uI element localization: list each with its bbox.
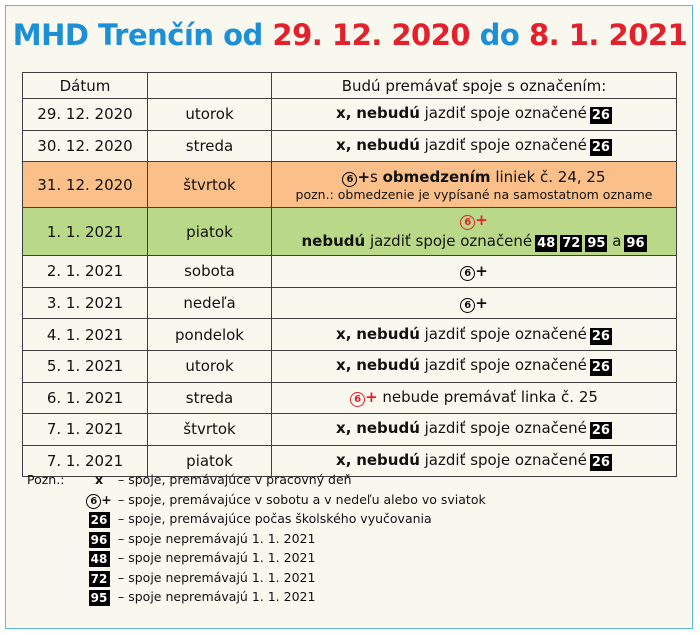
holiday-circle-icon: 6 <box>460 215 475 230</box>
nebudu-text: nebudú <box>301 232 366 251</box>
holiday-circle-icon: 6 <box>86 494 101 509</box>
holiday-circle-icon: 6 <box>460 266 475 281</box>
legend-desc: – spoje nepremávajú 1. 1. 2021 <box>118 589 316 604</box>
plus-symbol: + <box>365 388 378 407</box>
table-row <box>23 287 677 319</box>
plus-symbol: + <box>475 261 488 280</box>
row-day: piatok <box>148 445 272 477</box>
legend-desc: – spoje nepremávajú 1. 1. 2021 <box>118 550 316 565</box>
legend-desc: – spoje, premávajúce v pracovný deň <box>118 472 352 487</box>
row-date: 31. 12. 2020 <box>23 162 148 208</box>
and-text: a <box>612 232 622 251</box>
row-day: štvrtok <box>148 162 272 208</box>
line-badge: 26 <box>591 455 610 471</box>
row-service <box>272 382 677 414</box>
service-text: jazdiť spoje označené <box>419 104 587 123</box>
header-date: Dátum <box>23 73 148 99</box>
nebudu-text: nebudú <box>356 419 420 438</box>
table-row <box>23 256 677 288</box>
row-date: 29. 12. 2020 <box>23 99 148 131</box>
service-text: jazdiť spoje označené <box>419 324 587 343</box>
table-row <box>23 319 677 351</box>
header-service: Budú premávať spoje s označením: <box>272 73 677 99</box>
row-date: 7. 1. 2021 <box>23 445 148 477</box>
row-day: utorok <box>148 350 272 382</box>
notes-prefix: Pozn.: <box>27 472 65 487</box>
row-service <box>272 319 677 351</box>
row-service <box>272 350 677 382</box>
workday-symbol: x, <box>336 324 352 343</box>
page-title <box>0 18 700 52</box>
workday-symbol: x, <box>336 135 352 154</box>
line-badge: 72 <box>562 236 581 252</box>
row-service <box>272 287 677 319</box>
workday-symbol: x, <box>336 356 352 375</box>
row-day: pondelok <box>148 319 272 351</box>
row-date: 6. 1. 2021 <box>23 382 148 414</box>
service-text: jazdiť spoje označené <box>419 356 587 375</box>
row-date: 4. 1. 2021 <box>23 319 148 351</box>
row-date: 1. 1. 2021 <box>23 208 148 256</box>
legend-desc: – spoje, premávajúce počas školského vyučovania <box>118 511 432 526</box>
row-day: streda <box>148 130 272 162</box>
service-pre: s <box>370 167 383 186</box>
title-connector: do <box>470 18 529 52</box>
line-badge: 26 <box>591 108 610 124</box>
workday-symbol: x, <box>336 451 352 470</box>
plus-symbol: + <box>101 491 112 507</box>
plus-symbol: + <box>475 293 488 312</box>
restriction-text: obmedzením <box>382 167 491 186</box>
row-service <box>272 99 677 131</box>
line-badge: 26 <box>89 512 110 528</box>
table-header-row <box>23 73 677 99</box>
holiday-circle-icon: 6 <box>350 392 365 407</box>
row-service <box>272 130 677 162</box>
schedule-table <box>22 72 677 477</box>
line-badge: 72 <box>89 571 110 587</box>
line-badge: 48 <box>89 551 110 567</box>
line-badge: 26 <box>591 360 610 376</box>
holiday-circle-icon: 6 <box>460 298 475 313</box>
row-date: 7. 1. 2021 <box>23 414 148 446</box>
workday-symbol: x, <box>336 419 352 438</box>
nebudu-text: nebudú <box>356 104 420 123</box>
title-date-from: 29. 12. 2020 <box>272 18 471 52</box>
header-day <box>148 73 272 99</box>
line-badge: 26 <box>591 328 610 344</box>
nebudu-text: nebudú <box>356 451 420 470</box>
service-text: nebude premávať linka č. 25 <box>377 388 598 407</box>
legend-desc: – spoje nepremávajú 1. 1. 2021 <box>118 530 316 546</box>
line-badge: 95 <box>89 590 110 606</box>
nebudu-text: nebudú <box>356 135 420 154</box>
line-badge: 95 <box>587 236 606 252</box>
row-service <box>272 208 677 256</box>
row-day: streda <box>148 382 272 414</box>
table-row-highlighted <box>23 208 677 256</box>
table-row <box>23 130 677 162</box>
row-date: 2. 1. 2021 <box>23 256 148 288</box>
row-service <box>272 162 677 208</box>
table-row <box>23 99 677 131</box>
row-day: utorok <box>148 99 272 131</box>
workday-symbol: x <box>94 472 104 487</box>
service-text: jazdiť spoje označené <box>419 135 587 154</box>
line-badge: 96 <box>626 236 645 252</box>
restriction-note: pozn.: obmedzenie je vypísané na samostatnom ozname <box>295 186 653 202</box>
nebudu-text: nebudú <box>356 324 420 343</box>
row-date: 30. 12. 2020 <box>23 130 148 162</box>
plus-symbol: + <box>357 167 371 186</box>
line-badge: 48 <box>537 236 556 252</box>
table-row <box>23 350 677 382</box>
line-badge: 26 <box>591 423 610 439</box>
table-row <box>23 414 677 446</box>
line-badge: 26 <box>591 139 610 155</box>
row-day: nedeľa <box>148 287 272 319</box>
workday-symbol: x, <box>336 104 352 123</box>
row-day: štvrtok <box>148 414 272 446</box>
row-date: 5. 1. 2021 <box>23 350 148 382</box>
service-text: liniek č. 24, 25 <box>490 167 606 186</box>
row-date: 3. 1. 2021 <box>23 287 148 319</box>
row-day: piatok <box>148 208 272 256</box>
table-row-highlighted <box>23 162 677 208</box>
table-row <box>23 382 677 414</box>
legend-desc: – spoje, premávajúce v sobotu a v nedeľu alebo vo sviatok <box>118 491 486 507</box>
plus-symbol: + <box>475 211 488 230</box>
title-date-to: 8. 1. 2021 <box>528 18 688 52</box>
row-service <box>272 414 677 446</box>
line-badge: 96 <box>89 532 110 548</box>
title-prefix: MHD Trenčín od <box>12 18 273 52</box>
nebudu-text: nebudú <box>356 356 420 375</box>
row-day: sobota <box>148 256 272 288</box>
row-service <box>272 256 677 288</box>
service-text: jazdiť spoje označené <box>365 232 533 251</box>
service-text: jazdiť spoje označené <box>419 451 587 470</box>
legend-desc: – spoje nepremávajú 1. 1. 2021 <box>118 569 316 585</box>
service-text: jazdiť spoje označené <box>419 419 587 438</box>
holiday-circle-icon: 6 <box>342 172 357 187</box>
